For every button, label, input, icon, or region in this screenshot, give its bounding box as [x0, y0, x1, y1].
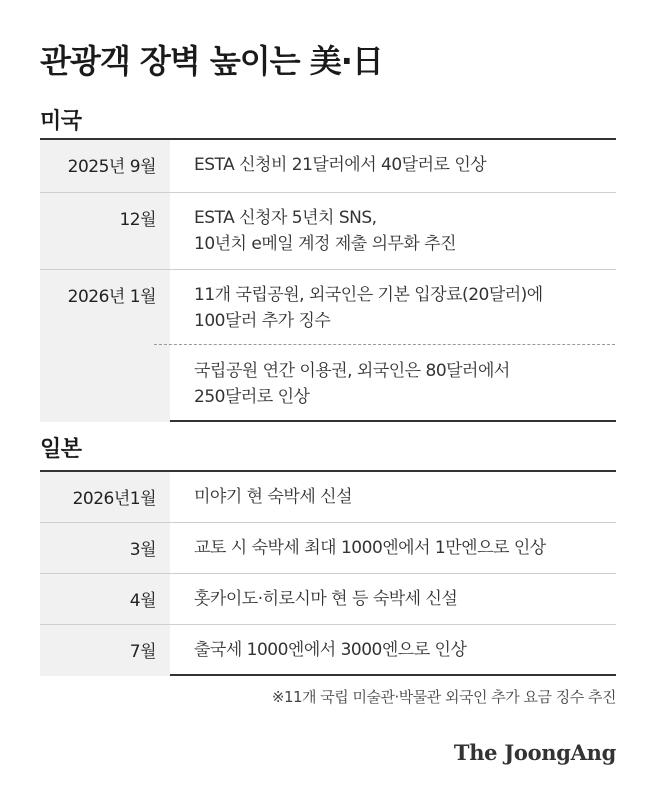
date-cell	[40, 523, 170, 573]
row-date: 3월	[129, 540, 156, 560]
row-date: 4월	[129, 591, 156, 611]
row-text: 10년치 e메일 계정 제출 의무화 추진	[194, 234, 457, 254]
content-cell	[170, 140, 616, 192]
content-cell	[170, 523, 616, 573]
row-text: 교토 시 숙박세 최대 1000엔에서 1만엔으로 인상	[194, 538, 546, 558]
row-date: 2026년 1월	[67, 287, 156, 307]
section-heading-japan: 일본	[40, 437, 82, 462]
table-row	[40, 193, 616, 270]
date-cell	[40, 472, 170, 522]
row-text: 250달러로 인상	[194, 387, 310, 407]
row-date: 7월	[129, 642, 156, 662]
table-row	[40, 270, 616, 422]
table-row	[40, 140, 616, 193]
content-cell	[170, 270, 616, 422]
table-row	[40, 574, 616, 625]
row-text: 11개 국립공원, 외국인은 기본 입장료(20달러)에	[194, 285, 543, 305]
dotted-divider	[154, 344, 615, 345]
content-cell	[170, 625, 616, 676]
date-cell	[40, 270, 170, 422]
publisher-logo: The JoongAng	[453, 740, 616, 765]
content-cell	[170, 472, 616, 522]
section-heading-usa: 미국	[40, 109, 82, 134]
row-text: 미야기 현 숙박세 신설	[194, 487, 353, 507]
row-text: ESTA 신청비 21달러에서 40달러로 인상	[194, 155, 487, 175]
row-date: 2025년 9월	[67, 157, 156, 177]
footnote: ※11개 국립 미술관·박물관 외국인 추가 요금 징수 추진	[271, 688, 616, 706]
table-row	[40, 625, 616, 676]
row-text: 홋카이도·히로시마 현 등 숙박세 신설	[194, 589, 458, 609]
row-date: 2026년1월	[72, 489, 156, 509]
usa-table	[40, 138, 616, 422]
content-cell	[170, 574, 616, 624]
content-cell	[170, 193, 616, 269]
row-text: ESTA 신청자 5년치 SNS,	[194, 208, 377, 228]
row-text: 국립공원 연간 이용권, 외국인은 80달러에서	[194, 361, 510, 381]
table-row	[40, 472, 616, 523]
japan-table	[40, 470, 616, 676]
row-date: 12월	[119, 210, 156, 230]
date-cell	[40, 193, 170, 269]
date-cell	[40, 625, 170, 676]
date-cell	[40, 574, 170, 624]
page-title: 관광객 장벽 높이는 美·日	[40, 42, 383, 80]
row-text: 100달러 추가 징수	[194, 311, 331, 331]
table-row	[40, 523, 616, 574]
row-text: 출국세 1000엔에서 3000엔으로 인상	[194, 640, 467, 660]
date-cell	[40, 140, 170, 192]
